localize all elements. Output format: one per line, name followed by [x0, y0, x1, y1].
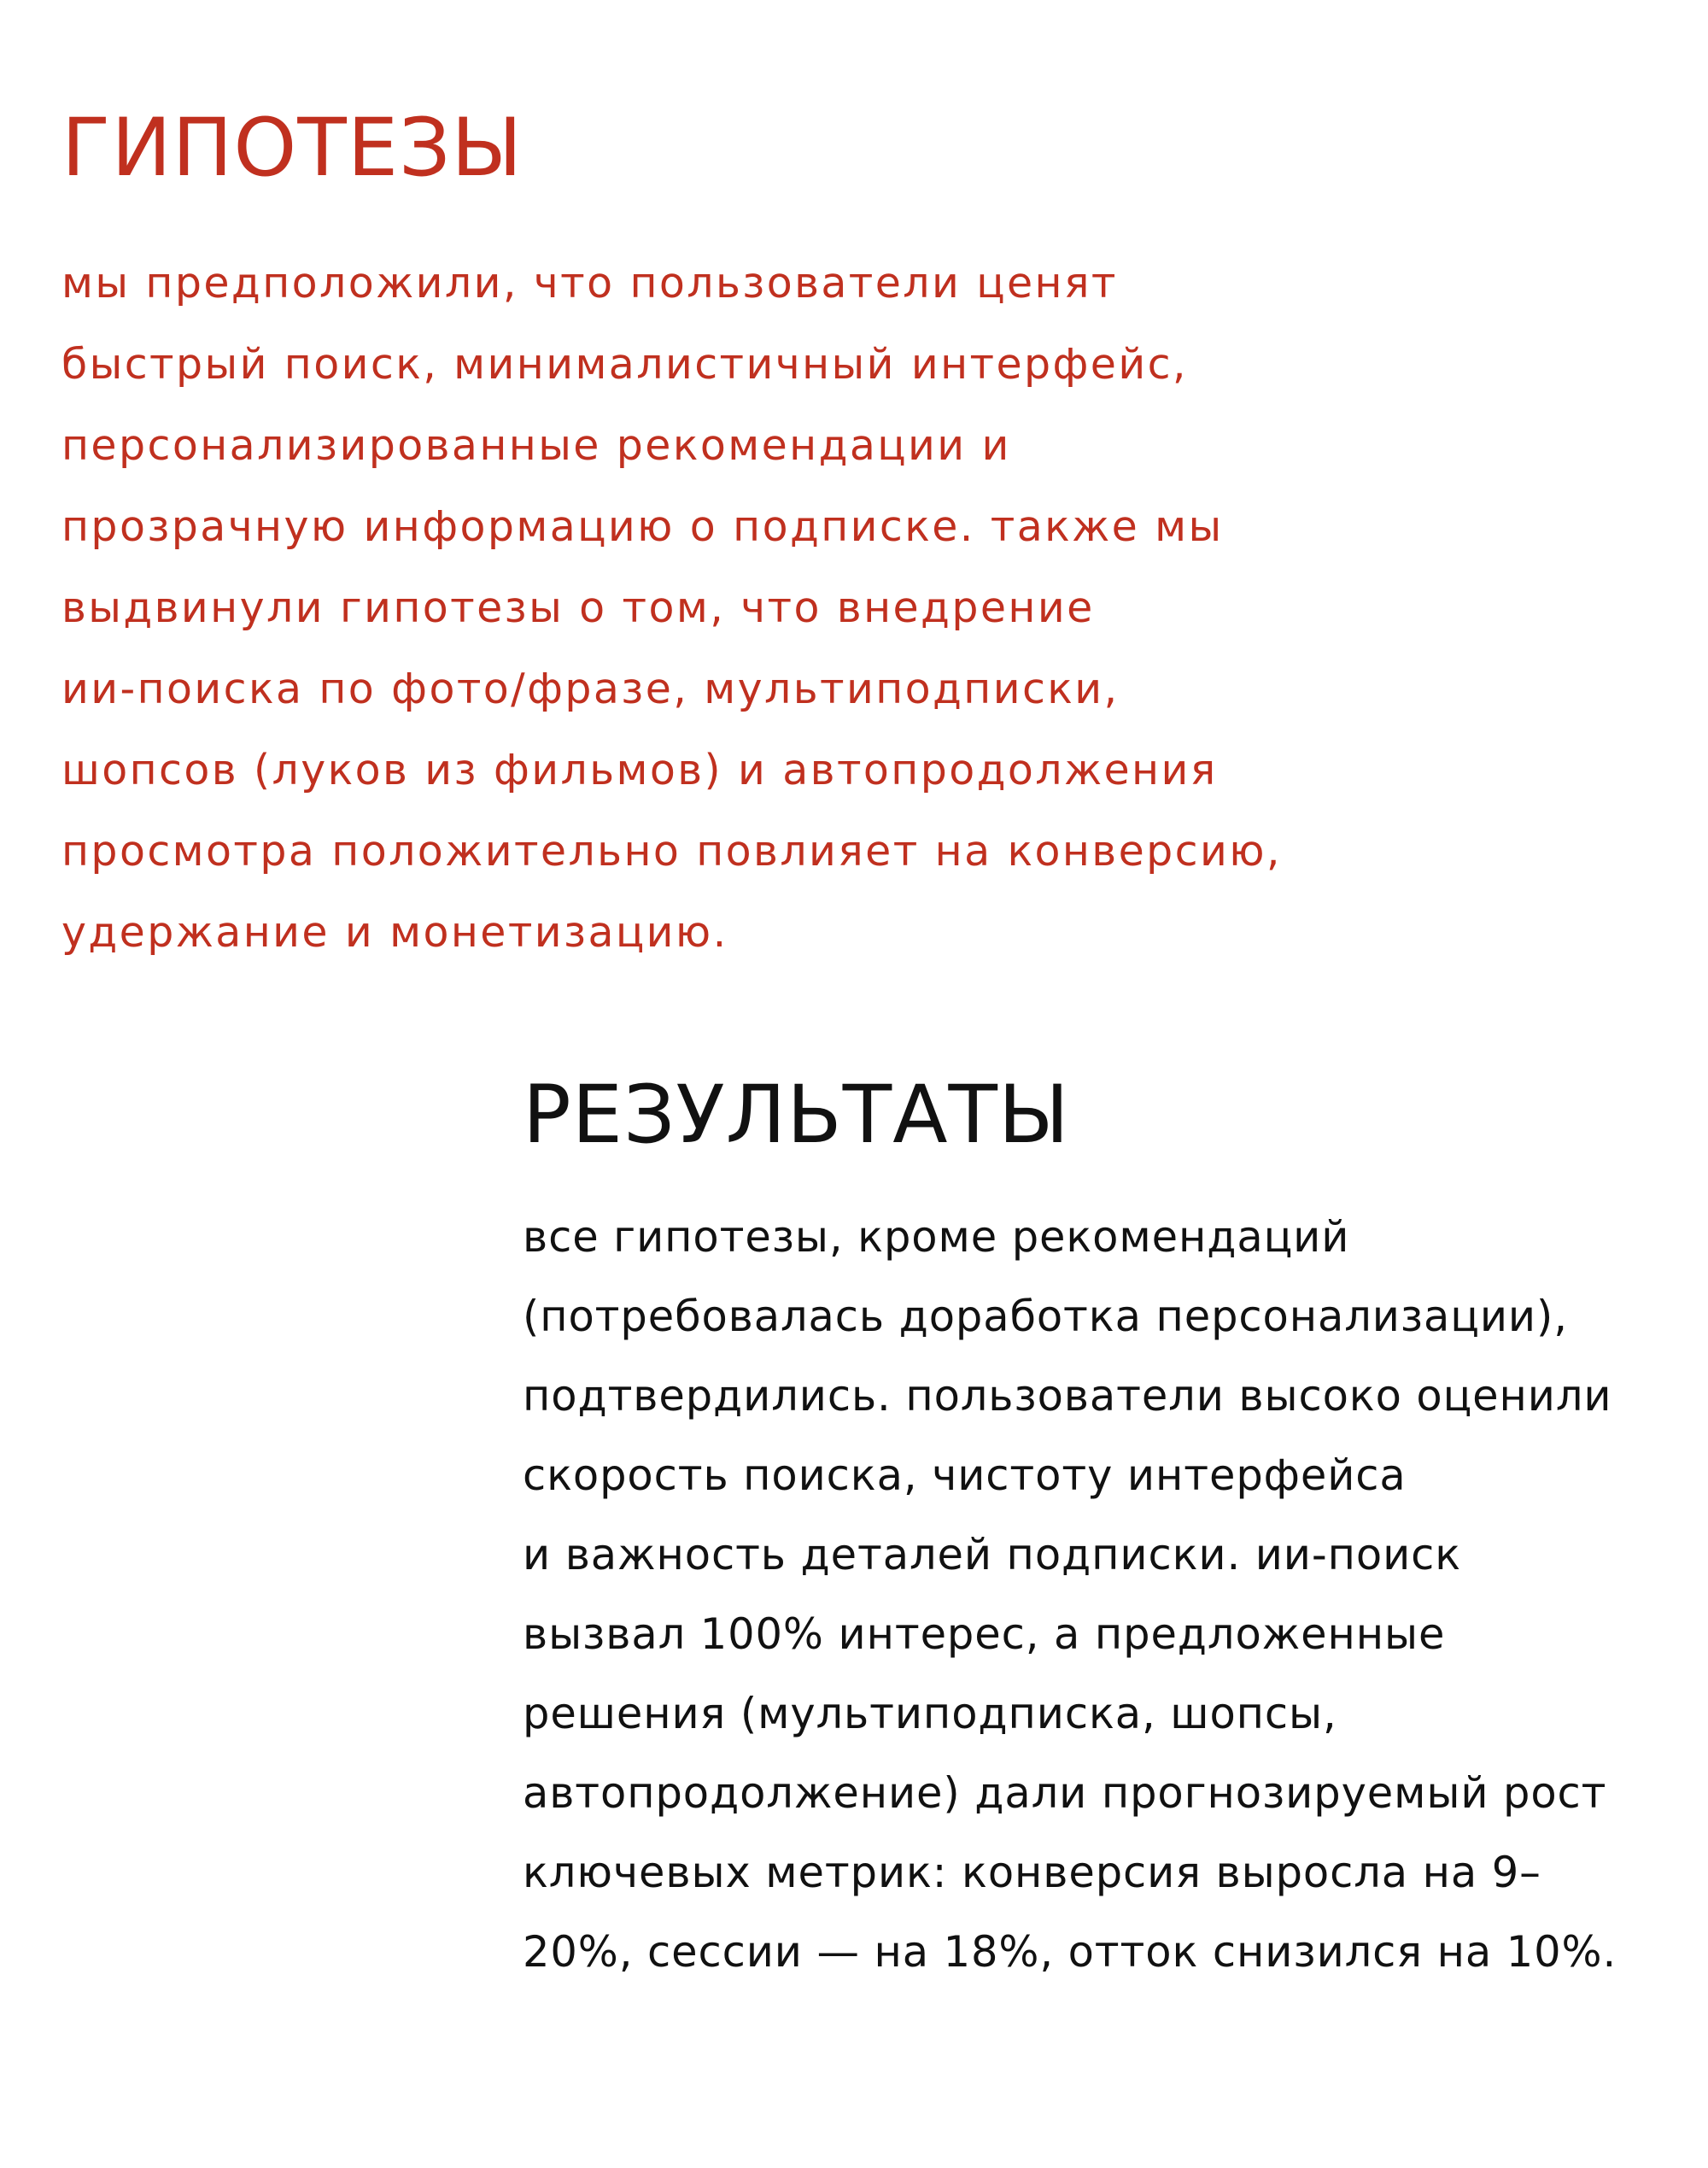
hypotheses-section — [61, 101, 1513, 973]
results-line: автопродолжение) дали прогнозируемый рост — [523, 1768, 1607, 1818]
hypotheses-line: удержание и монетизацию. — [61, 908, 728, 957]
results-line: вызвал 100% интерес, а предложенные — [523, 1609, 1446, 1659]
results-line: и важность деталей подписки. ии-поиск — [523, 1530, 1462, 1579]
results-line: все гипотезы, кроме рекомендаций — [523, 1212, 1350, 1262]
hypotheses-line: просмотра положительно повлияет на конверсию, — [61, 827, 1282, 876]
results-line: 20%, сессии — на 18%, отток снизился на 10%. — [523, 1927, 1617, 1977]
hypotheses-text — [61, 243, 1513, 973]
hypotheses-line: персонализированные рекомендации и — [61, 421, 1011, 470]
hypotheses-line: прозрачную информацию о подписке. также мы — [61, 502, 1224, 551]
results-text — [523, 1198, 1684, 1992]
hypotheses-line: выдвинули гипотезы о том, что внедрение — [61, 583, 1095, 632]
results-heading: РЕЗУЛЬТАТЫ — [523, 1069, 1070, 1162]
results-line: решения (мультиподписка, шопсы, — [523, 1689, 1337, 1738]
hypotheses-heading: ГИПОТЕЗЫ — [61, 102, 524, 195]
hypotheses-line: быстрый поиск, минималистичный интерфейс, — [61, 340, 1188, 389]
hypotheses-line: мы предположили, что пользователи ценят — [61, 259, 1118, 308]
hypotheses-line: шопсов (луков из фильмов) и автопродолжения — [61, 746, 1218, 794]
results-section — [523, 1068, 1684, 1992]
hypotheses-line: ии-поиска по фото/фразе, мультиподписки, — [61, 665, 1120, 713]
results-line: (потребовалась доработка персонализации), — [523, 1292, 1568, 1341]
results-line: подтвердились. пользователи высоко оценили — [523, 1371, 1612, 1421]
results-line: ключевых метрик: конверсия выросла на 9– — [523, 1848, 1541, 1897]
results-line: скорость поиска, чистоту интерфейса — [523, 1450, 1407, 1500]
